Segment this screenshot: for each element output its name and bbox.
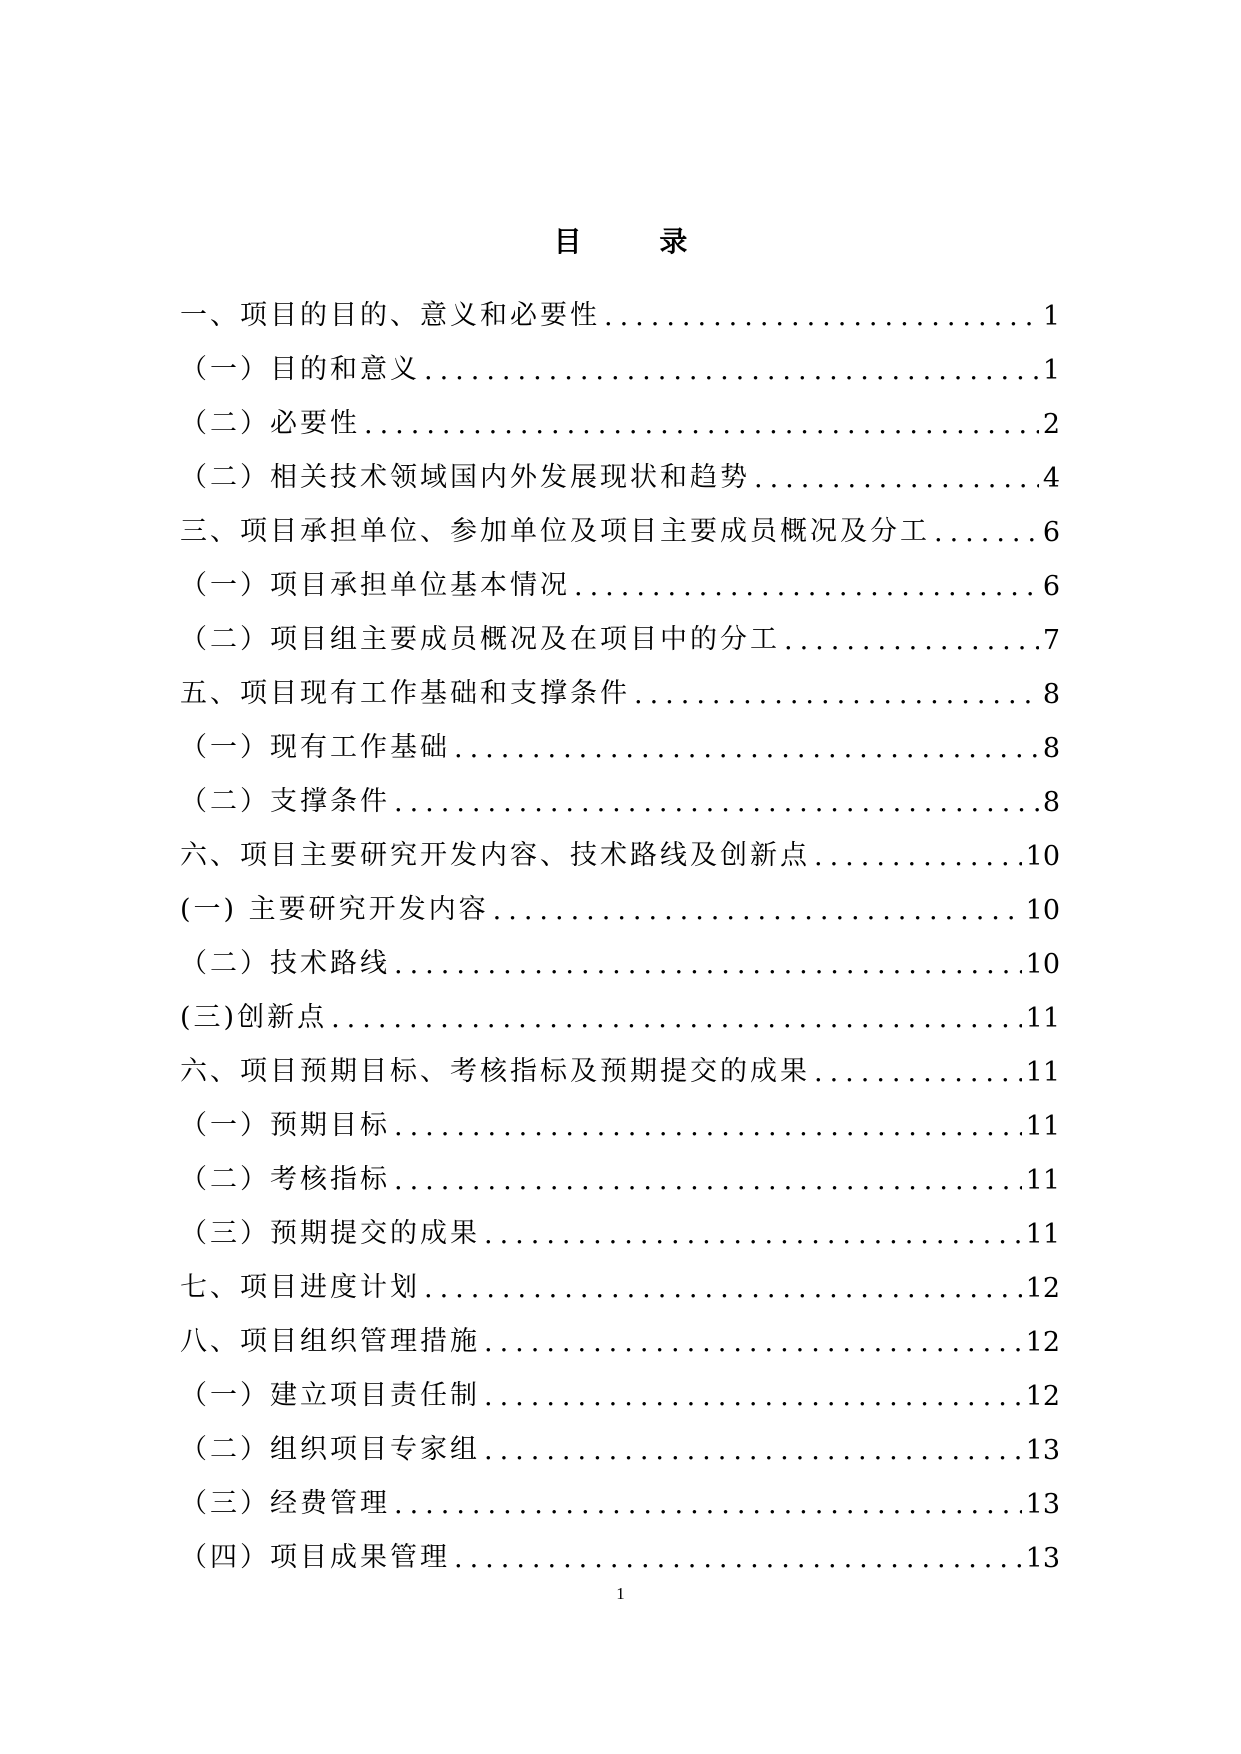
toc-entry-page: 1 bbox=[1042, 355, 1060, 386]
toc-entry-page: 1 bbox=[1042, 301, 1060, 332]
toc-entry-page: 6 bbox=[1042, 517, 1060, 548]
toc-entry-label: （一）现有工作基础 bbox=[180, 732, 450, 763]
toc-entry-page: 8 bbox=[1042, 679, 1060, 710]
toc-dot-leader bbox=[364, 409, 1039, 440]
toc-entry[interactable] bbox=[180, 1304, 1060, 1358]
toc-entry[interactable] bbox=[180, 1520, 1060, 1574]
toc-entry-label: （一）目的和意义 bbox=[180, 354, 420, 385]
toc-entry[interactable] bbox=[180, 1142, 1060, 1196]
toc-entry[interactable] bbox=[180, 1250, 1060, 1304]
toc-dot-leader bbox=[604, 301, 1039, 332]
toc-dot-leader bbox=[394, 1489, 1022, 1520]
toc-dot-leader bbox=[424, 1273, 1022, 1304]
toc-entry[interactable] bbox=[180, 440, 1060, 494]
toc-entry[interactable] bbox=[180, 548, 1060, 602]
toc-entry-label: （二）支撑条件 bbox=[180, 786, 390, 817]
toc-entry-label: （二）项目组主要成员概况及在项目中的分工 bbox=[180, 624, 780, 655]
toc-entry[interactable] bbox=[180, 764, 1060, 818]
toc-dot-leader bbox=[484, 1327, 1022, 1358]
toc-dot-leader bbox=[574, 571, 1039, 602]
toc-entry-label: （三）经费管理 bbox=[180, 1488, 390, 1519]
toc-entry[interactable] bbox=[180, 1196, 1060, 1250]
toc-entry-label: 三、项目承担单位、参加单位及项目主要成员概况及分工 bbox=[180, 516, 930, 547]
toc-entry[interactable] bbox=[180, 710, 1060, 764]
toc-dot-leader bbox=[484, 1219, 1022, 1250]
toc-entry-page: 13 bbox=[1025, 1435, 1060, 1466]
toc-entry-page: 2 bbox=[1042, 409, 1060, 440]
toc-entry-page: 10 bbox=[1025, 949, 1060, 980]
toc-entry[interactable] bbox=[180, 1088, 1060, 1142]
toc-entry-page: 13 bbox=[1025, 1543, 1060, 1574]
toc-dot-leader bbox=[484, 1381, 1022, 1412]
toc-dot-leader bbox=[331, 1003, 1022, 1034]
footer-page-number: 1 bbox=[616, 1584, 625, 1603]
toc-entry-page: 11 bbox=[1025, 1003, 1060, 1034]
toc-dot-leader bbox=[454, 733, 1039, 764]
toc-entry-label: (三)创新点 bbox=[180, 1002, 328, 1033]
toc-dot-leader bbox=[814, 1057, 1022, 1088]
toc-entry-page: 7 bbox=[1042, 625, 1060, 656]
toc-entry[interactable] bbox=[180, 494, 1060, 548]
toc-dot-leader bbox=[394, 1111, 1022, 1142]
toc-dot-leader bbox=[493, 895, 1022, 926]
toc-list bbox=[180, 278, 1060, 1574]
toc-entry-page: 8 bbox=[1042, 733, 1060, 764]
toc-entry-page: 11 bbox=[1025, 1057, 1060, 1088]
toc-entry[interactable] bbox=[180, 926, 1060, 980]
toc-dot-leader bbox=[754, 463, 1039, 494]
toc-title: 目 录 bbox=[553, 225, 722, 258]
toc-dot-leader bbox=[634, 679, 1039, 710]
toc-entry[interactable] bbox=[180, 278, 1060, 332]
toc-entry-page: 10 bbox=[1025, 841, 1060, 872]
toc-entry-label: （一）建立项目责任制 bbox=[180, 1380, 480, 1411]
toc-dot-leader bbox=[394, 787, 1039, 818]
toc-entry-page: 8 bbox=[1042, 787, 1060, 818]
toc-entry[interactable] bbox=[180, 980, 1060, 1034]
toc-dot-leader bbox=[424, 355, 1039, 386]
toc-entry-page: 6 bbox=[1042, 571, 1060, 602]
toc-dot-leader bbox=[394, 1165, 1022, 1196]
toc-entry-label: （二）相关技术领域国内外发展现状和趋势 bbox=[180, 462, 750, 493]
toc-entry[interactable] bbox=[180, 602, 1060, 656]
toc-entry-label: （四）项目成果管理 bbox=[180, 1542, 450, 1573]
toc-entry[interactable] bbox=[180, 872, 1060, 926]
toc-dot-leader bbox=[454, 1543, 1022, 1574]
toc-entry-page: 11 bbox=[1025, 1165, 1060, 1196]
toc-entry-label: (一) 主要研究开发内容 bbox=[180, 894, 489, 925]
toc-dot-leader bbox=[484, 1435, 1022, 1466]
toc-entry-label: （二）组织项目专家组 bbox=[180, 1434, 480, 1465]
toc-entry-page: 4 bbox=[1042, 463, 1060, 494]
toc-entry-label: （一）项目承担单位基本情况 bbox=[180, 570, 570, 601]
toc-entry-label: 八、项目组织管理措施 bbox=[180, 1326, 480, 1357]
toc-entry-label: 七、项目进度计划 bbox=[180, 1272, 420, 1303]
toc-entry-label: （二）必要性 bbox=[180, 408, 360, 439]
toc-entry-label: 六、项目预期目标、考核指标及预期提交的成果 bbox=[180, 1056, 810, 1087]
toc-entry-page: 10 bbox=[1025, 895, 1060, 926]
toc-entry[interactable] bbox=[180, 1358, 1060, 1412]
toc-entry[interactable] bbox=[180, 1466, 1060, 1520]
toc-entry-label: （二）技术路线 bbox=[180, 948, 390, 979]
toc-entry-page: 11 bbox=[1025, 1111, 1060, 1142]
toc-entry[interactable] bbox=[180, 818, 1060, 872]
toc-entry[interactable] bbox=[180, 656, 1060, 710]
toc-entry-label: 六、项目主要研究开发内容、技术路线及创新点 bbox=[180, 840, 810, 871]
toc-entry[interactable] bbox=[180, 332, 1060, 386]
toc-entry-page: 11 bbox=[1025, 1219, 1060, 1250]
toc-entry-page: 12 bbox=[1025, 1273, 1060, 1304]
toc-dot-leader bbox=[394, 949, 1022, 980]
toc-entry-label: （一）预期目标 bbox=[180, 1110, 390, 1141]
toc-entry[interactable] bbox=[180, 386, 1060, 440]
toc-entry[interactable] bbox=[180, 1412, 1060, 1466]
toc-entry-page: 12 bbox=[1025, 1327, 1060, 1358]
toc-entry-label: 五、项目现有工作基础和支撑条件 bbox=[180, 678, 630, 709]
toc-dot-leader bbox=[784, 625, 1039, 656]
toc-entry-label: （二）考核指标 bbox=[180, 1164, 390, 1195]
toc-entry-label: 一、项目的目的、意义和必要性 bbox=[180, 300, 600, 331]
toc-dot-leader bbox=[934, 517, 1039, 548]
toc-entry[interactable] bbox=[180, 1034, 1060, 1088]
toc-entry-page: 13 bbox=[1025, 1489, 1060, 1520]
toc-entry-page: 12 bbox=[1025, 1381, 1060, 1412]
toc-entry-label: （三）预期提交的成果 bbox=[180, 1218, 480, 1249]
toc-dot-leader bbox=[814, 841, 1022, 872]
